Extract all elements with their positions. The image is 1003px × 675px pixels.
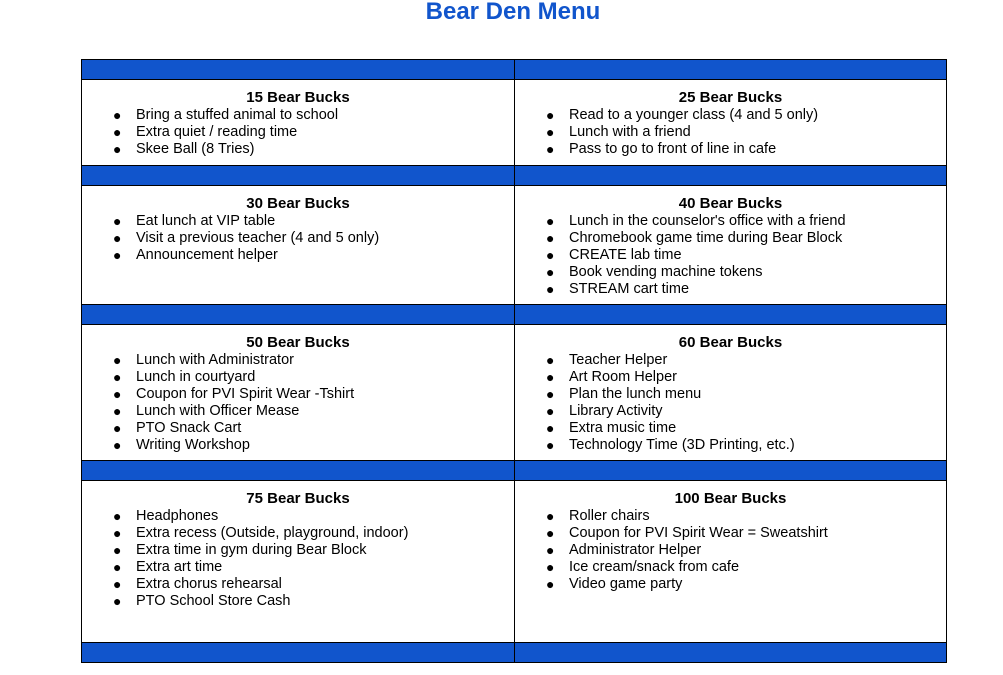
list-item (82, 576, 514, 593)
reward-list (515, 508, 946, 593)
list-item (515, 247, 946, 264)
bullet-icon: ● (113, 508, 122, 524)
bullet-icon: ● (113, 542, 122, 558)
list-item (82, 230, 514, 247)
reward-item-text: PTO Snack Cart (136, 420, 242, 436)
reward-item-text: Chromebook game time during Bear Block (569, 230, 843, 246)
reward-item-text: Extra chorus rehearsal (136, 576, 282, 592)
divider-cell (82, 60, 514, 79)
reward-item-text: Extra time in gym during Bear Block (136, 542, 367, 558)
tier-title: 75 Bear Bucks (246, 490, 350, 507)
reward-item-text: Administrator Helper (569, 542, 702, 558)
reward-item-text: Skee Ball (8 Tries) (136, 141, 255, 157)
list-item (515, 352, 946, 369)
bullet-icon: ● (113, 386, 122, 402)
reward-item-text: Coupon for PVI Spirit Wear -Tshirt (136, 386, 355, 402)
divider-cell (82, 305, 514, 324)
list-item (82, 542, 514, 559)
bullet-icon: ● (546, 141, 555, 157)
divider-row (82, 461, 946, 481)
list-item (515, 403, 946, 420)
bullet-icon: ● (546, 437, 555, 453)
reward-list (82, 352, 514, 454)
reward-item-text: Pass to go to front of line in cafe (569, 141, 777, 157)
reward-item-text: Lunch in courtyard (136, 369, 256, 385)
bullet-icon: ● (546, 264, 555, 280)
bullet-icon: ● (546, 525, 555, 541)
reward-item-text: Lunch with a friend (569, 124, 691, 140)
reward-list (515, 213, 946, 298)
reward-item-text: Extra quiet / reading time (136, 124, 298, 140)
reward-item-text: STREAM cart time (569, 281, 690, 297)
list-item (515, 559, 946, 576)
list-item (515, 508, 946, 525)
bullet-icon: ● (546, 420, 555, 436)
tier-cell (514, 325, 946, 460)
tier-title: 40 Bear Bucks (678, 195, 783, 212)
reward-item-text: Coupon for PVI Spirit Wear = Sweatshirt (569, 525, 828, 541)
reward-item-text: Teacher Helper (569, 352, 668, 368)
list-item (82, 141, 514, 158)
list-item (82, 247, 514, 264)
list-item (515, 576, 946, 593)
list-item (515, 281, 946, 298)
bullet-icon: ● (546, 542, 555, 558)
tier-row (82, 186, 946, 305)
list-item (82, 386, 514, 403)
reward-item-text: Extra music time (569, 420, 677, 436)
bullet-icon: ● (113, 576, 122, 592)
list-item (82, 420, 514, 437)
bullet-icon: ● (113, 593, 122, 609)
bullet-icon: ● (546, 213, 555, 229)
bullet-icon: ● (113, 141, 122, 157)
bullet-icon: ● (546, 559, 555, 575)
reward-list (515, 352, 946, 454)
reward-list (82, 508, 514, 610)
list-item (515, 124, 946, 141)
reward-item-text: Video game party (569, 576, 683, 592)
bullet-icon: ● (113, 230, 122, 246)
reward-list (82, 213, 514, 264)
bullet-icon: ● (113, 352, 122, 368)
bullet-icon: ● (546, 247, 555, 263)
list-item (515, 525, 946, 542)
bullet-icon: ● (546, 508, 555, 524)
reward-item-text: Extra art time (136, 559, 223, 575)
tier-cell (514, 186, 946, 304)
divider-cell (514, 305, 946, 324)
reward-item-text: Visit a previous teacher (4 and 5 only) (136, 230, 380, 246)
reward-item-text: Extra recess (Outside, playground, indoor) (136, 525, 409, 541)
bullet-icon: ● (113, 403, 122, 419)
bullet-icon: ● (546, 230, 555, 246)
list-item (515, 107, 946, 124)
list-item (82, 369, 514, 386)
tier-cell (82, 80, 514, 165)
page-title: Bear Den Menu (425, 0, 601, 25)
bullet-icon: ● (546, 124, 555, 140)
reward-item-text: Roller chairs (569, 508, 650, 524)
bullet-icon: ● (113, 247, 122, 263)
reward-item-text: Library Activity (569, 403, 663, 419)
bullet-icon: ● (113, 437, 122, 453)
list-item (82, 124, 514, 141)
tier-cell (514, 481, 946, 642)
tier-title: 15 Bear Bucks (246, 89, 350, 106)
divider-row (82, 643, 946, 662)
bullet-icon: ● (113, 124, 122, 140)
reward-item-text: Lunch with Administrator (136, 352, 294, 368)
bullet-icon: ● (113, 213, 122, 229)
list-item (82, 403, 514, 420)
divider-cell (82, 643, 514, 662)
bullet-icon: ● (546, 576, 555, 592)
tier-title: 100 Bear Bucks (674, 490, 787, 507)
reward-item-text: Technology Time (3D Printing, etc.) (569, 437, 795, 453)
reward-item-text: Book vending machine tokens (569, 264, 763, 280)
reward-item-text: Eat lunch at VIP table (136, 213, 276, 229)
list-item (515, 437, 946, 454)
tier-cell (82, 325, 514, 460)
list-item (515, 264, 946, 281)
bullet-icon: ● (546, 386, 555, 402)
reward-item-text: Lunch with Officer Mease (136, 403, 300, 419)
bullet-icon: ● (546, 403, 555, 419)
menu-table (81, 59, 947, 663)
divider-row (82, 166, 946, 186)
divider-cell (514, 643, 946, 662)
list-item (515, 386, 946, 403)
reward-item-text: Headphones (136, 508, 219, 524)
bullet-icon: ● (546, 369, 555, 385)
divider-cell (82, 166, 514, 185)
bullet-icon: ● (113, 107, 122, 123)
reward-item-text: Lunch in the counselor's office with a friend (569, 213, 846, 229)
list-item (82, 559, 514, 576)
bullet-icon: ● (546, 281, 555, 297)
bullet-icon: ● (546, 352, 555, 368)
bullet-icon: ● (113, 525, 122, 541)
list-item (82, 107, 514, 124)
divider-row (82, 60, 946, 80)
reward-item-text: Read to a younger class (4 and 5 only) (569, 107, 819, 123)
reward-item-text: Announcement helper (136, 247, 278, 263)
reward-item-text: Bring a stuffed animal to school (136, 107, 339, 123)
tier-row (82, 80, 946, 166)
divider-row (82, 305, 946, 325)
reward-item-text: Plan the lunch menu (569, 386, 702, 402)
reward-item-text: Writing Workshop (136, 437, 250, 453)
tier-title: 30 Bear Bucks (246, 195, 350, 212)
tier-title: 60 Bear Bucks (678, 334, 783, 351)
reward-item-text: Art Room Helper (569, 369, 677, 385)
tier-cell (82, 481, 514, 642)
reward-list (82, 107, 514, 158)
list-item (82, 593, 514, 610)
tier-title: 25 Bear Bucks (678, 89, 783, 106)
bullet-icon: ● (113, 559, 122, 575)
tier-cell (514, 80, 946, 165)
bullet-icon: ● (113, 369, 122, 385)
list-item (82, 525, 514, 542)
list-item (515, 213, 946, 230)
tier-cell (82, 186, 514, 304)
list-item (515, 230, 946, 247)
reward-list (515, 107, 946, 158)
divider-cell (514, 461, 946, 480)
divider-cell (82, 461, 514, 480)
divider-cell (514, 60, 946, 79)
divider-cell (514, 166, 946, 185)
tier-row (82, 481, 946, 643)
tier-row (82, 325, 946, 461)
bullet-icon: ● (546, 107, 555, 123)
list-item (82, 508, 514, 525)
list-item (515, 141, 946, 158)
bullet-icon: ● (113, 420, 122, 436)
tier-title: 50 Bear Bucks (246, 334, 350, 351)
list-item (515, 420, 946, 437)
list-item (515, 542, 946, 559)
list-item (515, 369, 946, 386)
list-item (82, 352, 514, 369)
list-item (82, 437, 514, 454)
reward-item-text: PTO School Store Cash (136, 593, 291, 609)
reward-item-text: Ice cream/snack from cafe (569, 559, 740, 575)
reward-item-text: CREATE lab time (569, 247, 682, 263)
list-item (82, 213, 514, 230)
